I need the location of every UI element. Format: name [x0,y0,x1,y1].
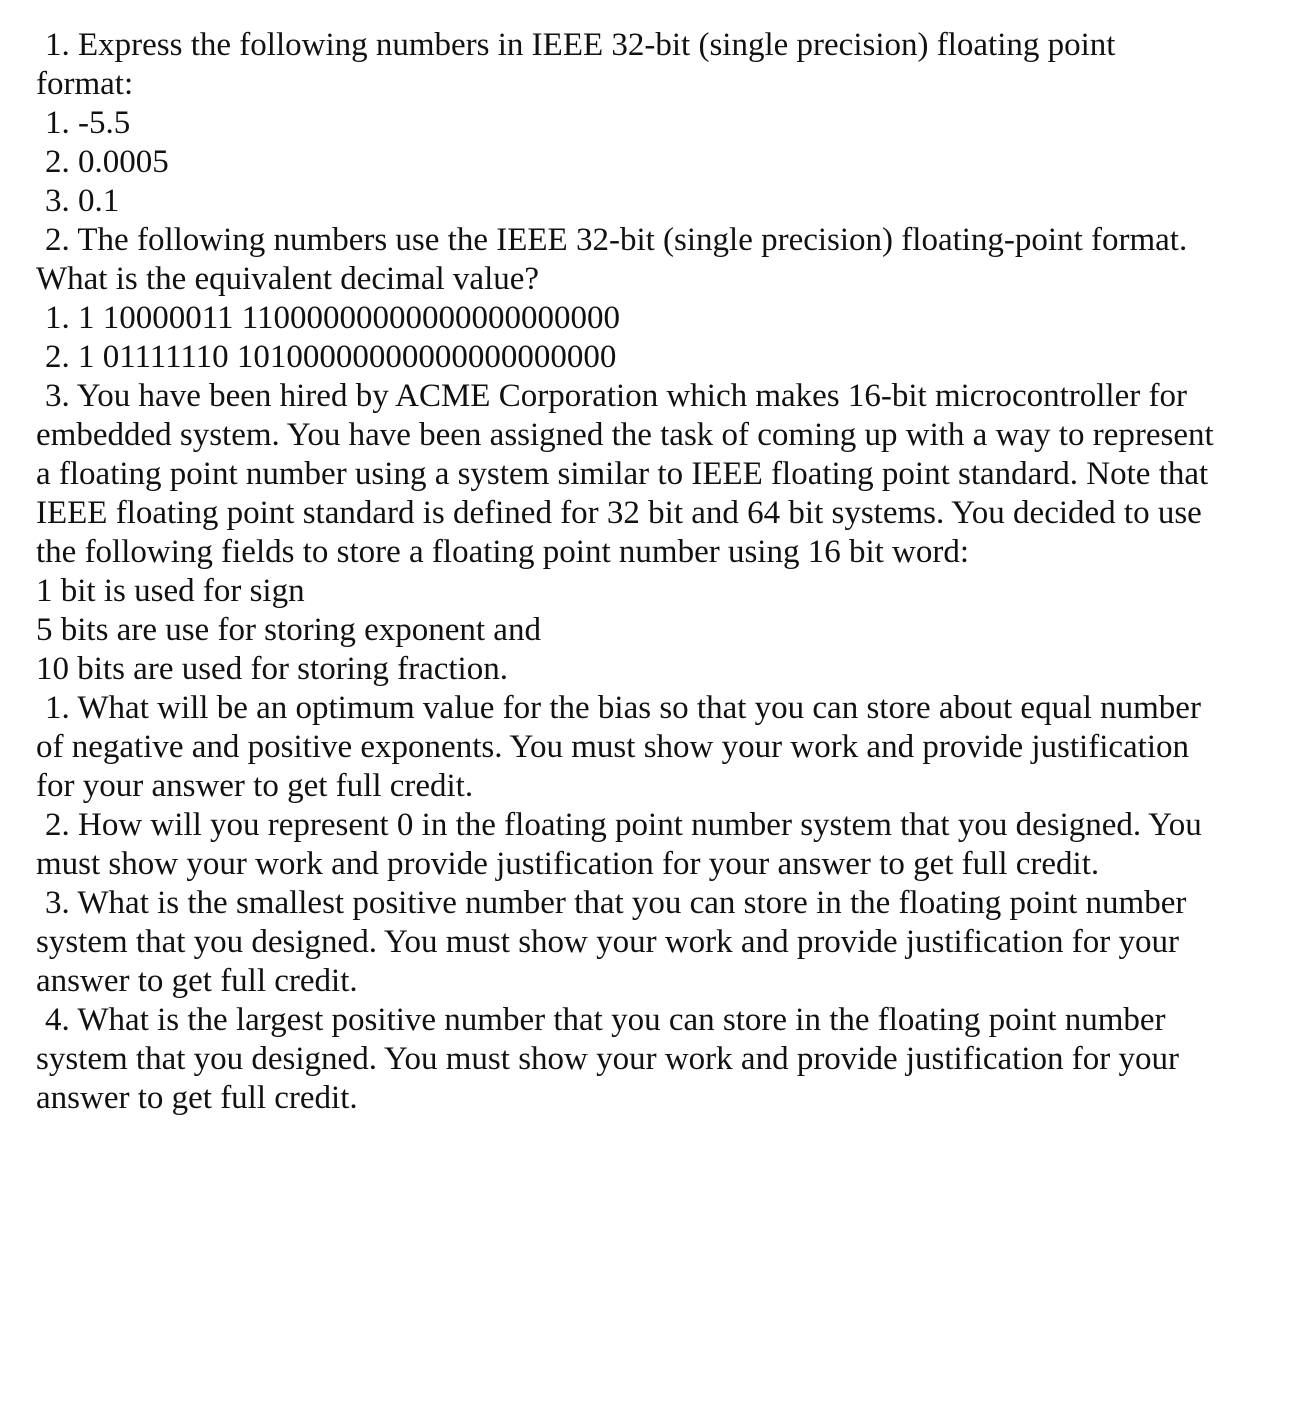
sub-question-3 [36,884,1292,1001]
sub-question-2 [36,806,1292,884]
sub-question-3-line-2: system that you designed. You must show your work and provide justification for your [36,924,1179,960]
question-2-prompt-line-2: What is the equivalent decimal value? [36,261,540,297]
field-spec-sign: 1 bit is used for sign [36,573,305,609]
sub-question-1-line-3: for your answer to get full credit. [36,768,474,804]
sub-question-4-line-3: answer to get full credit. [36,1080,358,1116]
question-3-prompt-line-4: IEEE floating point standard is defined for 32 bit and 64 bit systems. You decided to use [36,495,1202,531]
sub-question-4-line-2: system that you designed. You must show your work and provide justification for your [36,1041,1179,1077]
question-3-prompt-line-1: 3. You have been hired by ACME Corporation which makes 16-bit microcontroller for [45,378,1187,414]
field-spec-exponent: 5 bits are use for storing exponent and [36,612,541,648]
question-2-item-2: 2. 1 01111110 10100000000000000000000 [45,339,617,375]
question-1-item-1: 1. -5.5 [45,105,131,141]
sub-question-2-line-2: must show your work and provide justification for your answer to get full credit. [36,846,1100,882]
assignment-document [36,26,1292,1118]
question-1 [36,26,1292,221]
question-1-item-2: 2. 0.0005 [45,144,169,180]
question-3-prompt-line-3: a floating point number using a system similar to IEEE floating point standard. Note that [36,456,1209,492]
question-1-prompt-line-1: 1. Express the following numbers in IEEE 32-bit (single precision) floating point [45,27,1116,63]
sub-question-1 [36,689,1292,806]
sub-question-3-line-3: answer to get full credit. [36,963,358,999]
sub-question-1-line-1: 1. What will be an optimum value for the bias so that you can store about equal number [45,690,1201,726]
sub-question-2-line-1: 2. How will you represent 0 in the floating point number system that you designed. You [45,807,1202,843]
question-1-prompt-line-2: format: [36,66,134,102]
field-spec-list [36,572,1292,689]
sub-question-1-line-2: of negative and positive exponents. You must show your work and provide justification [36,729,1190,765]
sub-question-4 [36,1001,1292,1118]
question-2 [36,221,1292,377]
question-3-prompt-line-2: embedded system. You have been assigned the task of coming up with a way to represent [36,417,1214,453]
question-3-prompt-line-5: the following fields to store a floating point number using 16 bit word: [36,534,970,570]
field-spec-fraction: 10 bits are used for storing fraction. [36,651,508,687]
sub-question-4-line-1: 4. What is the largest positive number that you can store in the floating point number [45,1002,1166,1038]
question-1-item-3: 3. 0.1 [45,183,120,219]
sub-question-3-line-1: 3. What is the smallest positive number that you can store in the floating point number [45,885,1187,921]
question-2-item-1: 1. 1 10000011 11000000000000000000000 [45,300,621,336]
question-2-prompt-line-1: 2. The following numbers use the IEEE 32-bit (single precision) floating-point format. [45,222,1188,258]
question-3 [36,377,1292,1118]
